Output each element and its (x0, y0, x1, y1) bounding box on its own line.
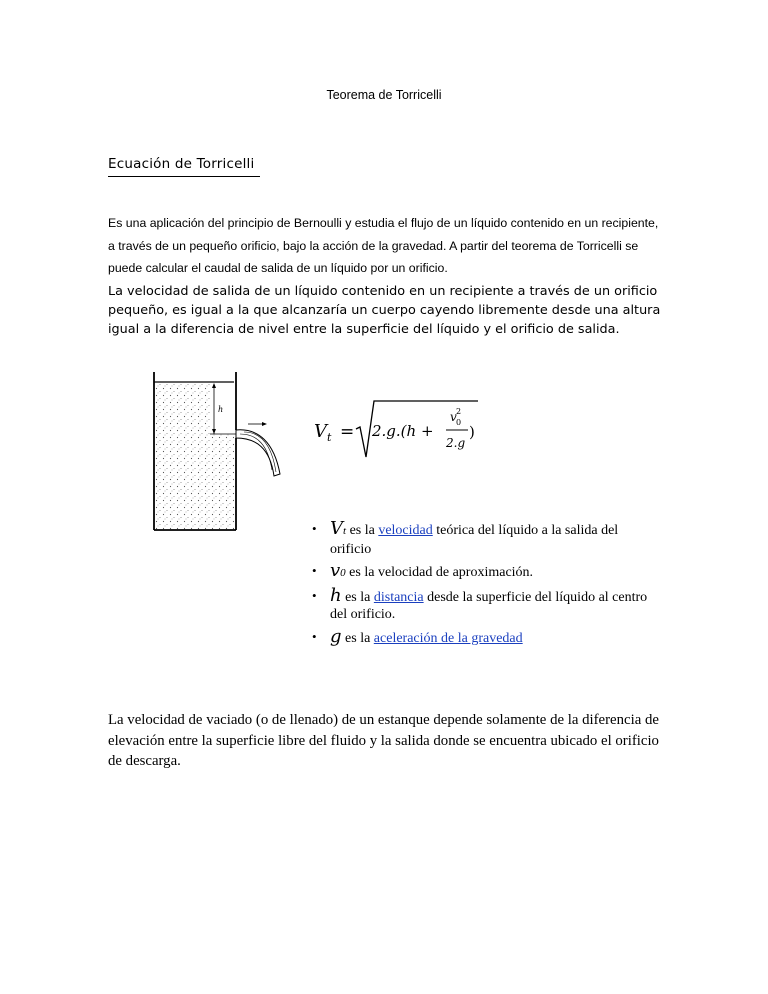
velocity-link[interactable]: velocidad (378, 523, 433, 538)
formula-denominator: 2.g (446, 436, 466, 450)
formula-equals: = (340, 422, 355, 442)
formula-lhs-sub: t (327, 431, 332, 444)
symbol-sub: 0 (340, 567, 346, 579)
heading-underline (108, 176, 260, 177)
drain-paragraph: La velocidad de vaciado (o de llenado) de un estanque depende solamente de la diferencia de elevación entre la superficie libre del fluido y la salida donde se encuentra ubicado el orificio de descarga. (108, 712, 659, 769)
list-item-vt (312, 520, 652, 558)
item-text: es la velocidad de aproximación. (345, 565, 534, 580)
list-item-h (312, 584, 652, 624)
gravity-link[interactable]: aceleración de la gravedad (373, 630, 523, 646)
velocity-paragraph: La velocidad de salida de un líquido contenido en un recipiente a través de un orificio pequeño, es igual a la que alcanzaría un cuerpo cayendo libremente desde una altura igual a la diferencia de nivel entre la superficie del líquido y el orificio de salida. (108, 284, 661, 337)
item-text: teórica del líquido a la salida del orificio (330, 523, 619, 557)
item-text: es la (341, 630, 374, 646)
item-text: es la (346, 523, 379, 538)
page-title: Teorema de Torricelli (326, 88, 442, 102)
symbol: V (330, 518, 343, 539)
height-label: h (218, 405, 224, 414)
formula-body: 2.g.(h + (372, 422, 434, 440)
distance-link[interactable]: distancia (373, 589, 424, 605)
symbol: g (330, 625, 342, 647)
formula-close: ) (469, 423, 475, 441)
formula-numerator: v (450, 410, 457, 424)
formula-numerator-sub: 0 (456, 418, 462, 427)
variable-list (312, 520, 652, 651)
symbol-sub: t (343, 525, 347, 537)
torricelli-formula (310, 395, 490, 465)
formula-lhs: V (314, 421, 327, 442)
intro-paragraph: Es una aplicación del principio de Bernoulli y estudia el flujo de un líquido contenido en un recipiente, a través de un pequeño orificio, bajo la acción de la gravedad. A partir del teorema de Torricelli se puede calcular el caudal de salida de un líquido por un orificio. (108, 216, 659, 275)
list-item-v0 (312, 562, 652, 583)
tank-diagram (148, 366, 288, 536)
outflow-jet (236, 430, 280, 476)
symbol: h (330, 584, 342, 606)
list-item-g (312, 625, 652, 648)
symbol: v (330, 560, 341, 581)
item-text: es la (341, 589, 374, 605)
section-heading: Ecuación de Torricelli (108, 156, 255, 172)
formula-numerator-sup: 2 (456, 407, 462, 416)
item-text: desde la superficie del líquido al centro del orificio. (330, 589, 648, 622)
